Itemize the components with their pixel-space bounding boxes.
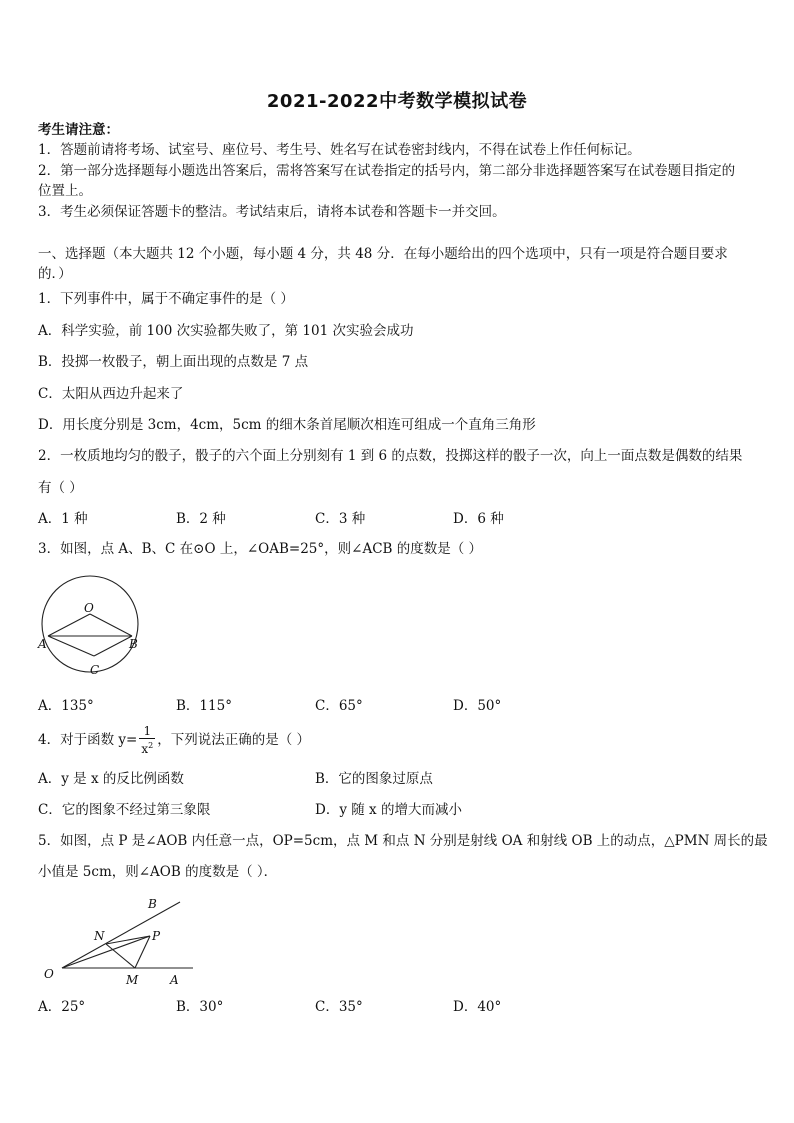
segment-bc [94,636,132,656]
label-c: C [90,663,100,677]
question-1-stem: 1．下列事件中，属于不确定事件的是（ ） [38,291,294,307]
question-4-option-a: A．y 是 x 的反比例函数 [38,771,184,787]
question-2-option-d: D．6 种 [453,511,504,527]
notice-item: 1．答题前请将考场、试室号、座位号、考生号、姓名写在试卷密封线内，不得在试卷上作任何标记。 [38,142,641,158]
question-5-option-d: D．40° [453,999,502,1015]
question-1-option-d: D．用长度分别是 3cm，4cm，5cm 的细木条首尾顺次相连可组成一个直角三角形 [38,417,536,433]
ray-ob [62,902,180,968]
label-a: A [38,637,47,651]
label-b: B [148,897,157,911]
label-a: A [170,973,179,987]
question-4-option-b: B．它的图象过原点 [315,771,433,787]
question-2-stem: 2．一枚质地均匀的骰子，骰子的六个面上分别刻有 1 到 6 的点数，投掷这样的骰子一次，向上一面点数是偶数的结果 [38,448,743,464]
question-5-stem-cont: 小值是 5cm，则∠AOB 的度数是（ ）． [38,864,278,880]
label-o: O [44,967,54,981]
question-1-option-a: A．科学实验，前 100 次实验都失败了，第 101 次实验会成功 [38,323,414,339]
question-2-option-b: B．2 种 [176,511,226,527]
label-p: P [152,929,161,943]
question-5-option-a: A．25° [38,999,86,1015]
segment-ac [48,636,94,656]
exam-title: 2021-2022中考数学模拟试卷 [266,91,528,112]
question-3-circle-figure [36,572,144,680]
question-3-option-b: B．115° [176,698,232,714]
notice-heading: 考生请注意： [38,122,119,138]
question-2-option-a: A．1 种 [38,511,88,527]
question-5-option-b: B．30° [176,999,224,1015]
fraction-denominator [139,739,155,756]
fraction-exponent: 2 [148,741,154,750]
question-3-stem: 3．如图，点 A、B、C 在⊙O 上，∠OAB=25°，则∠ACB 的度数是（ ） [38,541,483,557]
section-heading: 一、选择题（本大题共 12 个小题，每小题 4 分，共 48 分．在每小题给出的四个选项中，只有一项是符合题目要求 [38,246,728,262]
question-2-stem-cont: 有（ ） [38,480,83,496]
question-4-option-c: C．它的图象不经过第三象限 [38,802,211,818]
question-3-option-d: D．50° [453,698,502,714]
question-1-option-b: B．投掷一枚骰子，朝上面出现的点数是 7 点 [38,354,309,370]
notice-item: 位置上。 [38,183,92,199]
question-3-option-c: C．65° [315,698,363,714]
question-5-angle-figure [40,892,200,992]
question-4-option-d: D．y 随 x 的增大而减小 [315,802,462,818]
label-m: M [126,973,139,987]
label-b: B [129,637,138,651]
question-1-option-c: C．太阳从西边升起来了 [38,386,184,402]
fraction-base: x [141,742,149,756]
circle-o [42,576,138,672]
question-2-option-c: C．3 种 [315,511,366,527]
section-heading-cont: 的．） [38,266,72,282]
question-4-stem [38,724,762,756]
question-5-option-c: C．35° [315,999,363,1015]
label-n: N [94,929,105,943]
segment-nm [106,944,135,968]
question-3-option-a: A．135° [38,698,94,714]
notice-item: 3．考生必须保证答题卡的整洁。考试结束后，请将本试卷和答题卡一并交回。 [38,204,506,220]
question-5-stem: 5．如图，点 P 是∠AOB 内任意一点，OP=5cm，点 M 和点 N 分别是射线 OA 和射线 OB 上的动点，△PMN 周长的最 [38,833,768,849]
fraction-numerator: 1 [139,725,155,739]
label-o: O [84,601,94,615]
segment-ob [90,614,132,636]
notice-item: 2．第一部分选择题每小题选出答案后，需将答案写在试卷指定的括号内，第二部分非选择题答案写在试卷题目指定的 [38,163,736,179]
question-4-stem-suffix: ，下列说法正确的是（ ） [157,732,310,748]
question-4-stem-prefix: 4．对于函数 y= [38,732,138,748]
segment-oa [48,614,90,636]
fraction [139,725,155,756]
